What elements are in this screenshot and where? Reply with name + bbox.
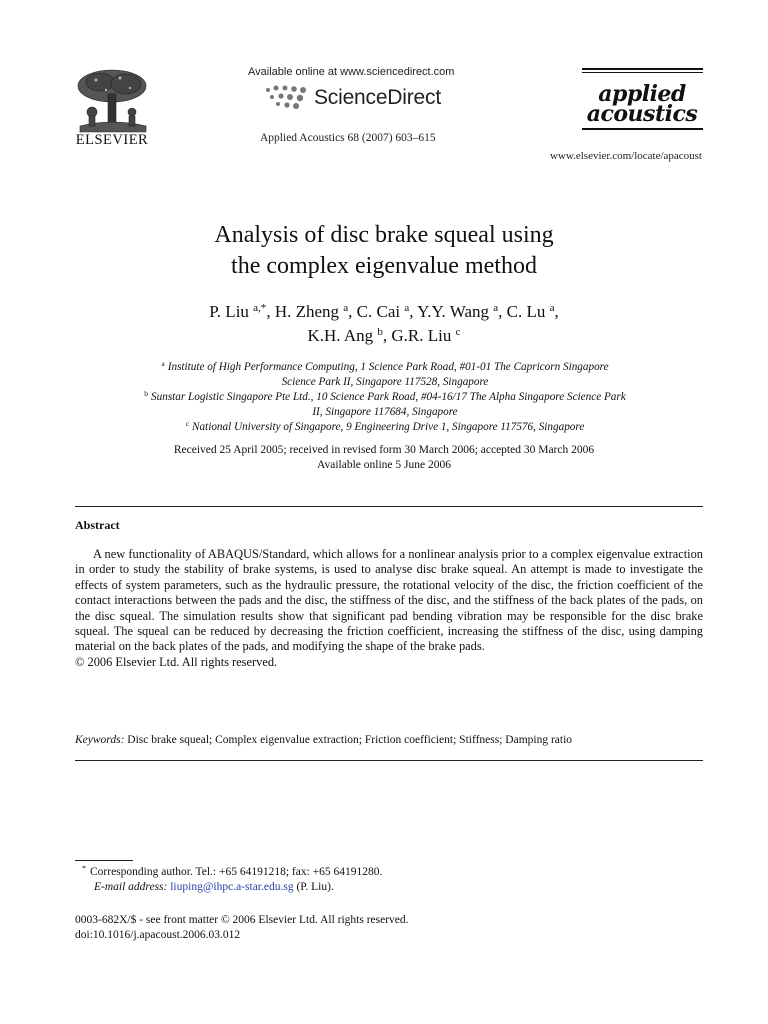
affiliation-line bbox=[80, 360, 690, 375]
affiliation-marker: b bbox=[144, 389, 149, 398]
author-affiliation-marker: a,* bbox=[253, 302, 267, 314]
footnote-marker: * bbox=[82, 864, 86, 873]
author-name: P. Liu bbox=[209, 302, 249, 321]
abstract-copyright: © 2006 Elsevier Ltd. All rights reserved. bbox=[75, 654, 278, 669]
author-affiliation-marker: a bbox=[343, 302, 349, 314]
paper-title bbox=[0, 220, 768, 282]
keywords bbox=[75, 734, 703, 746]
email-label: E-mail address: bbox=[94, 881, 168, 893]
bottom-meta bbox=[75, 913, 409, 943]
abstract-paragraph: A new functionality of ABAQUS/Standard, which allows for a nonlinear analysis prior to a complex eigenvalue extraction in order to study the stability of brake systems, is used to analyse disc brake squeal. An attempt is made to investigate the effects of system parameters, such as the hydraulic pressure, the rotational velocity of the disc, the friction coefficient of the contact interactions between the pads and the disc, the stiffness of the disc, and the stiffness of the back plates of the pads, on the disc squeal. The simulation results show that significant pad bending vibration may be responsible for the disc brake squeal. The squeal can be reduced by decreasing the friction coefficient, increasing the stiffness of the disc, using damping material on the back plates of the pads, and modifying the shape of the brake pads. bbox=[75, 547, 703, 654]
sciencedirect-dots-icon bbox=[262, 84, 312, 110]
article-history bbox=[0, 443, 768, 473]
journal-logo-bottom-rule bbox=[582, 128, 703, 130]
affiliation-text: Sunstar Logistic Singapore Pte Ltd., 10 Science Park Road, #04-16/17 The Alpha Singapore Science Park bbox=[151, 391, 626, 403]
email-suffix: (P. Liu). bbox=[293, 881, 334, 893]
affiliation-text: Institute of High Performance Computing, 1 Science Park Road, #01-01 The Capricorn Singapore bbox=[167, 361, 609, 373]
authors-line-1 bbox=[0, 300, 768, 324]
journal-logo-line1: applied bbox=[598, 81, 686, 107]
author-affiliation-marker: a bbox=[404, 302, 410, 314]
publisher-name: ELSEVIER bbox=[75, 132, 149, 148]
journal-logo-top-rules bbox=[582, 68, 703, 76]
author-separator: , bbox=[382, 326, 392, 345]
author-name: K.H. Ang bbox=[307, 326, 374, 345]
affiliation-text: Science Park II, Singapore 117528, Singapore bbox=[281, 376, 489, 388]
journal-url-link[interactable]: www.elsevier.com/locate/apacoust bbox=[549, 150, 702, 162]
author-name: C. Cai bbox=[356, 302, 401, 321]
abstract-bottom-rule bbox=[75, 760, 703, 761]
affiliation-line bbox=[80, 405, 690, 420]
footnote-rule bbox=[75, 860, 133, 861]
affiliation-text: II, Singapore 117684, Singapore bbox=[312, 406, 458, 418]
affiliation-marker: a bbox=[161, 359, 165, 368]
doi-line[interactable]: doi:10.1016/j.apacoust.2006.03.012 bbox=[75, 929, 241, 941]
sciencedirect-logo-text: ScienceDirect bbox=[314, 86, 441, 109]
journal-logo bbox=[580, 81, 704, 127]
keywords-text: Disc brake squeal; Complex eigenvalue extraction; Friction coefficient; Stiffness; Damping ratio bbox=[127, 734, 573, 746]
abstract-top-rule bbox=[75, 506, 703, 507]
author-affiliation-marker: a bbox=[493, 302, 499, 314]
abstract-body bbox=[75, 547, 703, 670]
received-dates: Received 25 April 2005; received in revised form 30 March 2006; accepted 30 March 2006 bbox=[173, 444, 595, 456]
elsevier-logo bbox=[70, 66, 154, 148]
author-list bbox=[0, 300, 768, 348]
title-line-1: Analysis of disc brake squeal using bbox=[214, 222, 554, 248]
journal-reference: Applied Acoustics 68 (2007) 603–615 bbox=[260, 132, 436, 144]
affiliation-text: National University of Singapore, 9 Engineering Drive 1, Singapore 117576, Singapore bbox=[192, 421, 585, 433]
affiliation-marker: c bbox=[185, 419, 190, 428]
author-separator: , bbox=[409, 302, 418, 321]
author-affiliation-marker: a bbox=[549, 302, 555, 314]
author-name: Y.Y. Wang bbox=[417, 302, 489, 321]
author-name: C. Lu bbox=[506, 302, 546, 321]
available-online-text[interactable]: Available online at www.sciencedirect.com bbox=[248, 66, 455, 78]
corresponding-author: Corresponding author. Tel.: +65 64191218; fax: +65 64191280. bbox=[90, 866, 383, 878]
author-affiliation-marker: c bbox=[455, 326, 461, 338]
author-separator: , bbox=[348, 302, 357, 321]
affiliation-line bbox=[80, 390, 690, 405]
affiliation-line bbox=[80, 375, 690, 390]
affiliation-line bbox=[80, 420, 690, 435]
email-link[interactable]: liuping@ihpc.a-star.edu.sg bbox=[170, 881, 294, 893]
author-affiliation-marker: b bbox=[377, 326, 383, 338]
author-separator: , bbox=[266, 302, 275, 321]
available-online-date: Available online 5 June 2006 bbox=[317, 459, 451, 471]
elsevier-tree-icon bbox=[70, 66, 154, 134]
author-separator: , bbox=[498, 302, 507, 321]
affiliations bbox=[80, 360, 690, 435]
footnote bbox=[82, 865, 382, 895]
keywords-label: Keywords: bbox=[75, 734, 125, 746]
author-separator: , bbox=[554, 302, 559, 321]
author-name: G.R. Liu bbox=[391, 326, 452, 345]
authors-line-2 bbox=[0, 324, 768, 348]
title-line-2: the complex eigenvalue method bbox=[231, 253, 537, 279]
author-name: H. Zheng bbox=[274, 302, 340, 321]
abstract-heading: Abstract bbox=[75, 518, 120, 532]
journal-logo-line2: acoustics bbox=[586, 101, 698, 127]
issn-line: 0003-682X/$ - see front matter © 2006 Elsevier Ltd. All rights reserved. bbox=[75, 914, 409, 926]
